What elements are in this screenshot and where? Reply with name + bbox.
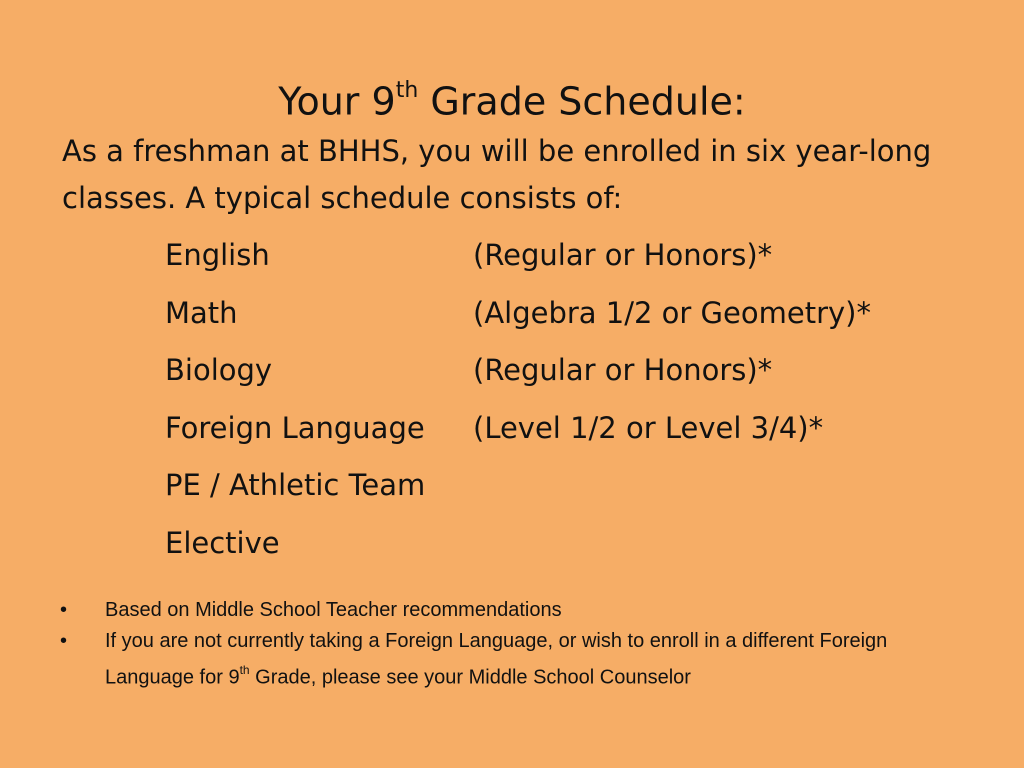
class-row-pe [165, 458, 965, 516]
footnote-item [60, 595, 960, 626]
class-level: (Regular or Honors)* [473, 238, 773, 272]
class-row-biology [165, 343, 965, 401]
class-name: Biology [165, 353, 273, 387]
title-superscript: th [395, 78, 419, 103]
class-level: (Regular or Honors)* [473, 353, 773, 387]
class-list [165, 228, 965, 573]
title-prefix: Your 9 [278, 79, 396, 124]
footnotes [60, 595, 960, 694]
title-suffix: Grade Schedule: [418, 79, 746, 124]
bullet-icon: • [60, 599, 68, 621]
class-row-elective [165, 516, 965, 574]
class-row-foreign-language [165, 401, 965, 459]
intro-text: As a freshman at BHHS, you will be enrolled in six year-long classes. A typical schedule consists of: [62, 134, 932, 215]
class-row-english [165, 228, 965, 286]
class-name: Foreign Language [165, 410, 425, 445]
slide-title [0, 70, 1024, 127]
bullet-icon: • [60, 630, 68, 652]
footnote-text: Based on Middle School Teacher recommendations [105, 599, 562, 621]
class-name: PE / Athletic Team [165, 468, 426, 502]
class-level: (Level 1/2 or Level 3/4)* [473, 410, 824, 445]
footnote-superscript: th [239, 663, 250, 677]
footnote-text-before: If you are not currently taking a Foreign Language, or wish to enroll in a different Foreign Language for 9 [105, 630, 888, 689]
class-name: Elective [165, 525, 280, 560]
footnote-text-after: Grade, please see your Middle School Counselor [249, 666, 691, 689]
class-name: Math [165, 295, 238, 330]
footnote-item [60, 626, 960, 694]
class-level: (Algebra 1/2 or Geometry)* [473, 295, 871, 330]
class-name: English [165, 238, 270, 272]
class-row-math [165, 286, 965, 344]
